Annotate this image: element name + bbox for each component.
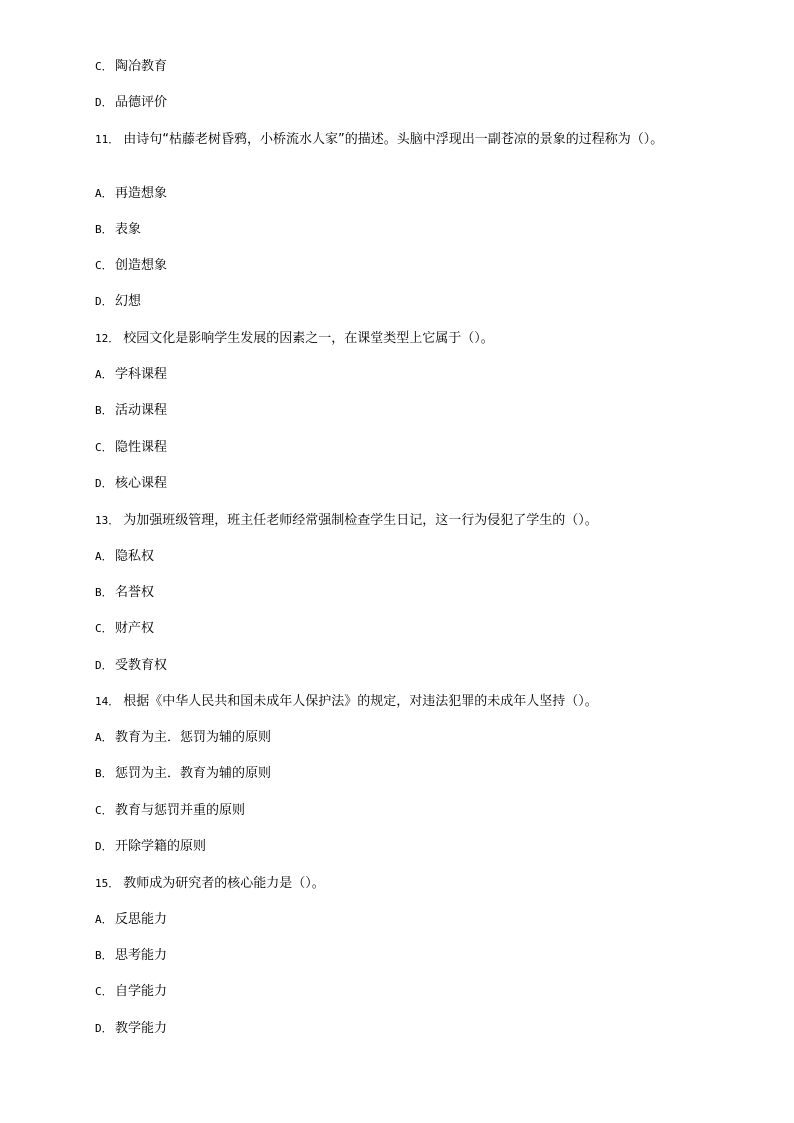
option-text: 陶冶教育 xyxy=(115,59,168,74)
option-letter: B． xyxy=(95,404,113,417)
question-number: 12． xyxy=(95,332,120,345)
option-text: 表象 xyxy=(115,222,142,237)
option-letter: C． xyxy=(95,60,113,73)
option-letter: C． xyxy=(95,985,113,998)
question-text: 根据《中华人民共和国未成年人保护法》的规定，对违法犯罪的未成年人坚持（）。 xyxy=(123,694,598,709)
option-letter: D． xyxy=(95,1022,113,1035)
option-text: 品德评价 xyxy=(115,95,168,110)
option-line xyxy=(95,475,695,493)
question-number: 13． xyxy=(95,514,120,527)
question-stem xyxy=(95,875,695,893)
option-letter: D． xyxy=(95,840,113,853)
option-text: 幻想 xyxy=(115,294,142,309)
question-text: 为加强班级管理，班主任老师经常强制检查学生日记，这一行为侵犯了学生的（）。 xyxy=(123,513,598,528)
option-text: 受教育权 xyxy=(115,658,168,673)
option-line xyxy=(95,657,695,675)
option-letter: A． xyxy=(95,368,113,381)
option-line xyxy=(95,838,695,856)
option-letter: D． xyxy=(95,659,113,672)
option-line xyxy=(95,620,695,638)
option-text: 核心课程 xyxy=(115,476,168,491)
option-line xyxy=(95,185,695,203)
option-letter: B． xyxy=(95,949,113,962)
option-line xyxy=(95,802,695,820)
option-letter: A． xyxy=(95,187,113,200)
option-line xyxy=(95,94,695,112)
option-letter: A． xyxy=(95,731,113,744)
option-line xyxy=(95,402,695,420)
question-stem xyxy=(95,131,695,149)
option-text: 思考能力 xyxy=(115,948,168,963)
option-letter: C． xyxy=(95,622,113,635)
option-text: 再造想象 xyxy=(115,186,168,201)
option-text: 财产权 xyxy=(115,621,155,636)
question-text: 校园文化是影响学生发展的因素之一，在课堂类型上它属于（）。 xyxy=(123,331,494,346)
option-line xyxy=(95,548,695,566)
option-letter: B． xyxy=(95,586,113,599)
option-letter: C． xyxy=(95,441,113,454)
option-text: 自学能力 xyxy=(115,984,168,999)
option-text: 惩罚为主．教育为辅的原则 xyxy=(115,766,272,781)
question-number: 14． xyxy=(95,695,120,708)
option-text: 教育与惩罚并重的原则 xyxy=(115,803,246,818)
option-line xyxy=(95,983,695,1001)
option-line xyxy=(95,911,695,929)
option-line xyxy=(95,765,695,783)
option-text: 开除学籍的原则 xyxy=(115,839,207,854)
option-text: 创造想象 xyxy=(115,258,168,273)
question-number: 11． xyxy=(95,133,120,146)
option-text: 学科课程 xyxy=(115,367,168,382)
question-stem xyxy=(95,330,695,348)
option-line xyxy=(95,221,695,239)
option-text: 反思能力 xyxy=(115,912,168,927)
question-text: 由诗句“枯藤老树昏鸦，小桥流水人家”的描述。头脑中浮现出一副苍凉的景象的过程称为（）。 xyxy=(123,132,664,147)
option-text: 隐性课程 xyxy=(115,440,168,455)
option-text: 教学能力 xyxy=(115,1021,168,1036)
option-line xyxy=(95,257,695,275)
option-text: 名誉权 xyxy=(115,585,155,600)
option-letter: C． xyxy=(95,259,113,272)
option-line xyxy=(95,293,695,311)
option-text: 教育为主．惩罚为辅的原则 xyxy=(115,730,272,745)
option-letter: D． xyxy=(95,96,113,109)
option-line xyxy=(95,366,695,384)
option-letter: B． xyxy=(95,767,113,780)
option-letter: B． xyxy=(95,223,113,236)
option-line xyxy=(95,439,695,457)
option-letter: A． xyxy=(95,550,113,563)
option-letter: C． xyxy=(95,804,113,817)
option-text: 隐私权 xyxy=(115,549,155,564)
option-letter: A． xyxy=(95,913,113,926)
option-line xyxy=(95,58,695,76)
option-line xyxy=(95,729,695,747)
option-letter: D． xyxy=(95,477,113,490)
question-stem xyxy=(95,512,695,530)
option-line xyxy=(95,1020,695,1038)
question-number: 15． xyxy=(95,877,120,890)
option-line xyxy=(95,584,695,602)
question-text: 教师成为研究者的核心能力是（）。 xyxy=(123,876,325,891)
option-text: 活动课程 xyxy=(115,403,168,418)
question-stem xyxy=(95,693,695,711)
option-line xyxy=(95,947,695,965)
option-letter: D． xyxy=(95,295,113,308)
